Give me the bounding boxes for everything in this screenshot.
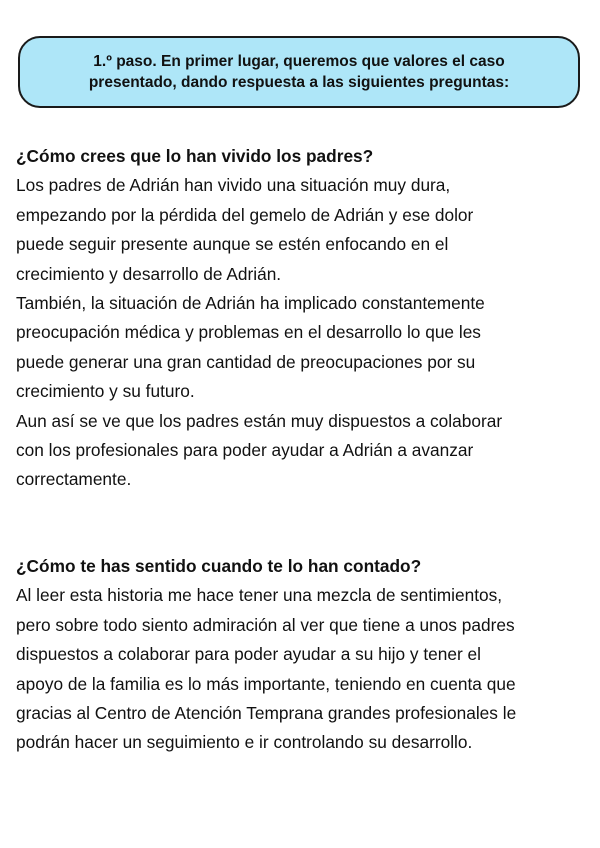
answer-line: También, la situación de Adrián ha implicado constantemente xyxy=(16,293,485,314)
answer-line: Al leer esta historia me hace tener una mezcla de sentimientos, xyxy=(16,585,503,606)
answer-line: dispuestos a colaborar para poder ayudar a su hijo y tener el xyxy=(16,644,481,665)
answer-line: empezando por la pérdida del gemelo de Adrián y ese dolor xyxy=(16,204,474,225)
answer-line: preocupación médica y problemas en el desarrollo lo que les xyxy=(16,322,481,343)
step-instruction-line-2: presentado, dando respuesta a las siguientes preguntas: xyxy=(88,74,510,91)
answer-line: pero sobre todo siento admiración al ver que tiene a unos padres xyxy=(16,614,515,635)
answer-line: Los padres de Adrián han vivido una situación muy dura, xyxy=(16,175,451,196)
answer-line: correctamente. xyxy=(16,469,132,490)
question-section-feelings xyxy=(16,552,586,758)
answer-line: podrán hacer un seguimiento e ir controlando su desarrollo. xyxy=(16,732,473,753)
answer-line: con los profesionales para poder ayudar a Adrián a avanzar xyxy=(16,440,474,461)
answer-line: puede seguir presente aunque se estén enfocando en el xyxy=(16,234,449,255)
question-heading: ¿Cómo te has sentido cuando te lo han contado? xyxy=(16,556,422,576)
step-instruction-line-1: 1.º paso. En primer lugar, queremos que valores el caso xyxy=(93,53,505,70)
answer-line: gracias al Centro de Atención Temprana grandes profesionales le xyxy=(16,703,517,724)
answer-line: apoyo de la familia es lo más importante, teniendo en cuenta que xyxy=(16,673,516,694)
answer-line: puede generar una gran cantidad de preocupaciones por su xyxy=(16,351,476,372)
answer-line: crecimiento y su futuro. xyxy=(16,381,195,402)
question-heading: ¿Cómo crees que lo han vivido los padres? xyxy=(16,146,374,166)
step-instruction-box xyxy=(18,36,580,108)
answer-line: crecimiento y desarrollo de Adrián. xyxy=(16,263,282,284)
question-section-parents xyxy=(16,142,586,495)
answer-line: Aun así se ve que los padres están muy dispuestos a colaborar xyxy=(16,410,503,431)
